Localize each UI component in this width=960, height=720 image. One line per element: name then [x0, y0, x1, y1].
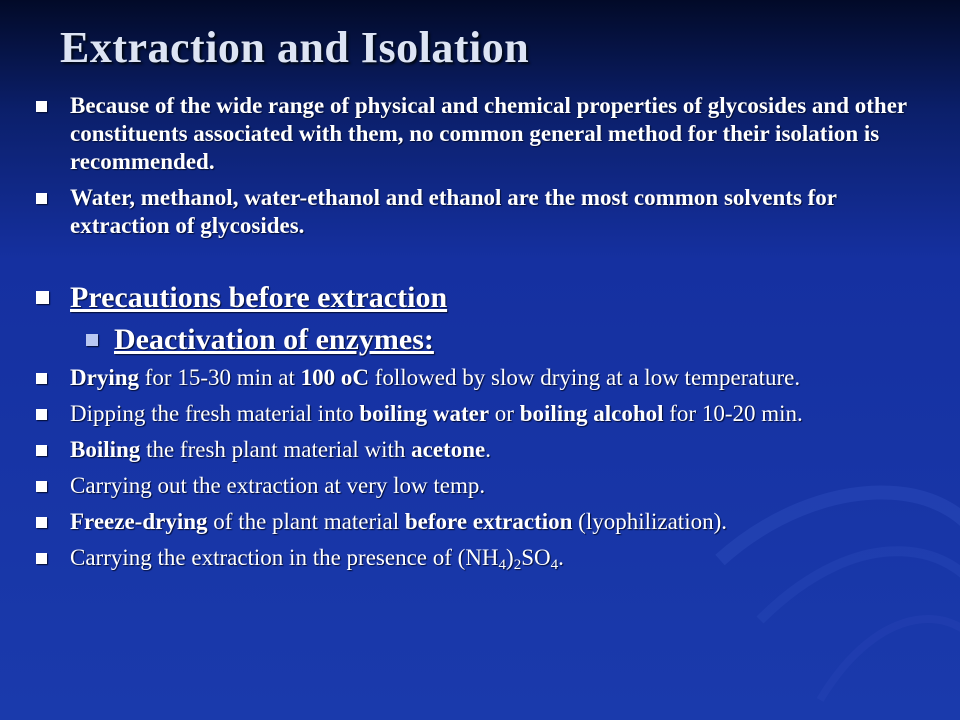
- square-bullet-icon: [36, 373, 47, 384]
- bullet-dipping: [36, 400, 936, 428]
- subscript-text: 4: [498, 557, 507, 573]
- bullet-intro-1: [36, 92, 936, 176]
- square-bullet-icon: [36, 409, 47, 420]
- square-bullet-icon: [36, 481, 47, 492]
- bullet-text: .: [558, 545, 564, 570]
- subscript-text: 4: [550, 557, 559, 573]
- bullet-text: Carrying out the extraction at very low temp.: [70, 473, 486, 498]
- bullet-text: for 15-30 min at: [139, 365, 301, 390]
- bullet-bold-text: boiling water: [359, 401, 490, 426]
- bullet-ammonium-sulfate: [36, 544, 936, 572]
- square-bullet-icon: [36, 517, 47, 528]
- bullet-boiling: [36, 436, 936, 464]
- bullet-text: SO: [521, 545, 551, 570]
- bullet-text: followed by slow drying at a low temperature.: [368, 365, 801, 390]
- slide-title: Extraction and Isolation: [60, 23, 530, 72]
- bullet-freeze-drying: [36, 508, 936, 536]
- subscript-text: 2: [513, 557, 522, 573]
- bullet-text: ): [506, 545, 514, 570]
- bullet-drying: [36, 364, 936, 392]
- bullet-bold-text: acetone: [411, 437, 486, 462]
- square-bullet-icon: [36, 445, 47, 456]
- bullet-text: Dipping the fresh material into: [70, 401, 360, 426]
- bullet-bold-text: 100 oC: [300, 365, 369, 390]
- subheading-text: Deactivation of enzymes:: [114, 323, 434, 356]
- bullet-bold-text: before extraction: [404, 509, 573, 534]
- bullet-bold-text: Drying: [70, 365, 139, 390]
- square-bullet-icon: [36, 101, 47, 112]
- square-bullet-icon: [36, 553, 47, 564]
- bullet-bold-text: Boiling: [70, 437, 141, 462]
- bullet-text: or: [489, 401, 520, 426]
- bullet-low-temp: [36, 472, 936, 500]
- bullet-text: of the plant material: [207, 509, 405, 534]
- heading-text: Precautions before extraction: [70, 281, 448, 314]
- bullet-text: Carrying the extraction in the presence of (NH: [70, 545, 499, 570]
- heading-precautions: [36, 280, 936, 316]
- slide-bullet-list: [36, 92, 936, 572]
- bullet-bold-text: Freeze-drying: [70, 509, 208, 534]
- subheading-deactivation: [36, 322, 936, 358]
- bullet-text: (lyophilization).: [572, 509, 727, 534]
- bullet-text: the fresh plant material with: [140, 437, 412, 462]
- bullet-bold-text: boiling alcohol: [519, 401, 664, 426]
- square-bullet-icon: [36, 291, 49, 304]
- square-bullet-icon: [36, 193, 47, 204]
- bullet-text: Water, methanol, water-ethanol and ethanol are the most common solvents for extraction of glycosides.: [70, 185, 837, 238]
- bullet-intro-2: [36, 184, 936, 240]
- bullet-text: for 10-20 min.: [663, 401, 803, 426]
- square-sub-bullet-icon: [86, 334, 98, 346]
- bullet-text: Because of the wide range of physical and chemical properties of glycosides and other constituents associated with them, no common general method for their isolation is recommended.: [70, 93, 907, 174]
- bullet-text: .: [485, 437, 491, 462]
